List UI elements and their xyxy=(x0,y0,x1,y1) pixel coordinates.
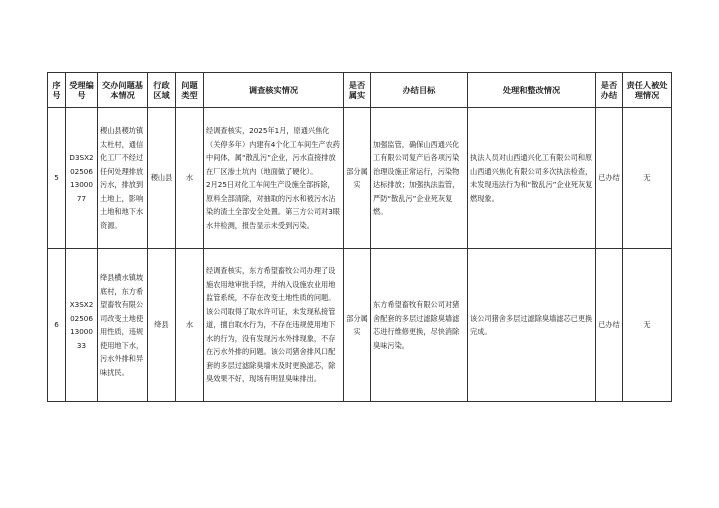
header-case-no: 受理编号 xyxy=(66,73,98,108)
cell-closed: 已办结 xyxy=(596,249,623,402)
header-investigation: 调查核实情况 xyxy=(204,73,344,108)
table-header-row xyxy=(48,73,672,108)
header-type: 问题类型 xyxy=(176,73,204,108)
cell-issue: 绛县横水镇坡底村，东方希望畜牧有限公司改变土地使用性质，违规使用地下水，污水外排和异味扰民。 xyxy=(98,249,148,402)
petition-table xyxy=(47,72,672,402)
cell-issue: 稷山县稷坊镇太杜村，通信化工厂不经过任何处理排放污水，排放到土地上，影响土地和地下水资源。 xyxy=(98,108,148,249)
header-verified: 是否属实 xyxy=(344,73,371,108)
cell-accountability: 无 xyxy=(623,249,672,402)
cell-handling: 该公司猪舍多层过滤除臭墙滤芯已更换完成。 xyxy=(468,249,596,402)
header-issue: 交办问题基本情况 xyxy=(98,73,148,108)
header-handling: 处理和整改情况 xyxy=(468,73,596,108)
cell-handling: 执法人员对山西通兴化工有限公司和原山西通兴焦化有限公司多次执法检查，未发现违法行为和“散乱污”企业死灰复燃现象。 xyxy=(468,108,596,249)
cell-seq: 5 xyxy=(48,108,66,249)
investigation-paragraph: 经调查核实，2025年1月，原通兴焦化（关停多年）内建有4个化工车间生产农药中间体，属“散乱污”企业，污水直接排放在厂区渗土坑内（地面做了硬化）。 xyxy=(206,126,340,176)
header-accountability: 责任人被处理情况 xyxy=(623,73,672,108)
header-region: 行政区域 xyxy=(148,73,176,108)
cell-type: 水 xyxy=(176,108,204,249)
cell-region: 稷山县 xyxy=(148,108,176,249)
investigation-paragraph: 经调查核实，东方希望畜牧公司办理了设施农用地审批手续，并纳入设施农业用地监管系统，不存在改变土地性质的问题。该公司取得了取水许可证，未发现私接管道，擅自取水行为，不存在违规使用地下水的行为，没有发现污水外排现象，不存在污水外排的问题。该公司猪舍排风口配套的多层过滤除臭墙未及时更换滤芯，除臭效果不好，现场有明显臭味排出。 xyxy=(206,266,336,384)
cell-verified: 部分属实 xyxy=(344,249,371,402)
table-row xyxy=(48,249,672,402)
cell-closed: 已办结 xyxy=(596,108,623,249)
cell-investigation xyxy=(204,108,344,249)
cell-investigation xyxy=(204,249,344,402)
header-closed: 是否办结 xyxy=(596,73,623,108)
investigation-paragraph: 2月25日对化工车间生产设施全部拆除，原料全部清除，对抽取的污水和被污水沾染的渣土全部安全处置。第三方公司对3眼水井检测，报告显示未受到污染。 xyxy=(206,180,340,230)
cell-verified: 部分属实 xyxy=(344,108,371,249)
cell-goal: 加强监管，确保山西通兴化工有限公司复产后各项污染治理设施正常运行，污染物达标排放；加强执法监管，严防“散乱污”企业死灰复燃。 xyxy=(371,108,468,249)
cell-region: 绛县 xyxy=(148,249,176,402)
table-row xyxy=(48,108,672,249)
header-seq: 序号 xyxy=(48,73,66,108)
header-goal: 办结目标 xyxy=(371,73,468,108)
cell-type: 水 xyxy=(176,249,204,402)
cell-case-no: D3SX2025061300077 xyxy=(66,108,98,249)
cell-case-no: X3SX2025061300033 xyxy=(66,249,98,402)
cell-accountability: 无 xyxy=(623,108,672,249)
cell-seq: 6 xyxy=(48,249,66,402)
cell-goal: 东方希望畜牧有限公司对猪舍配套的多层过滤除臭墙滤芯进行维修更换，尽快消除臭味污染。 xyxy=(371,249,468,402)
